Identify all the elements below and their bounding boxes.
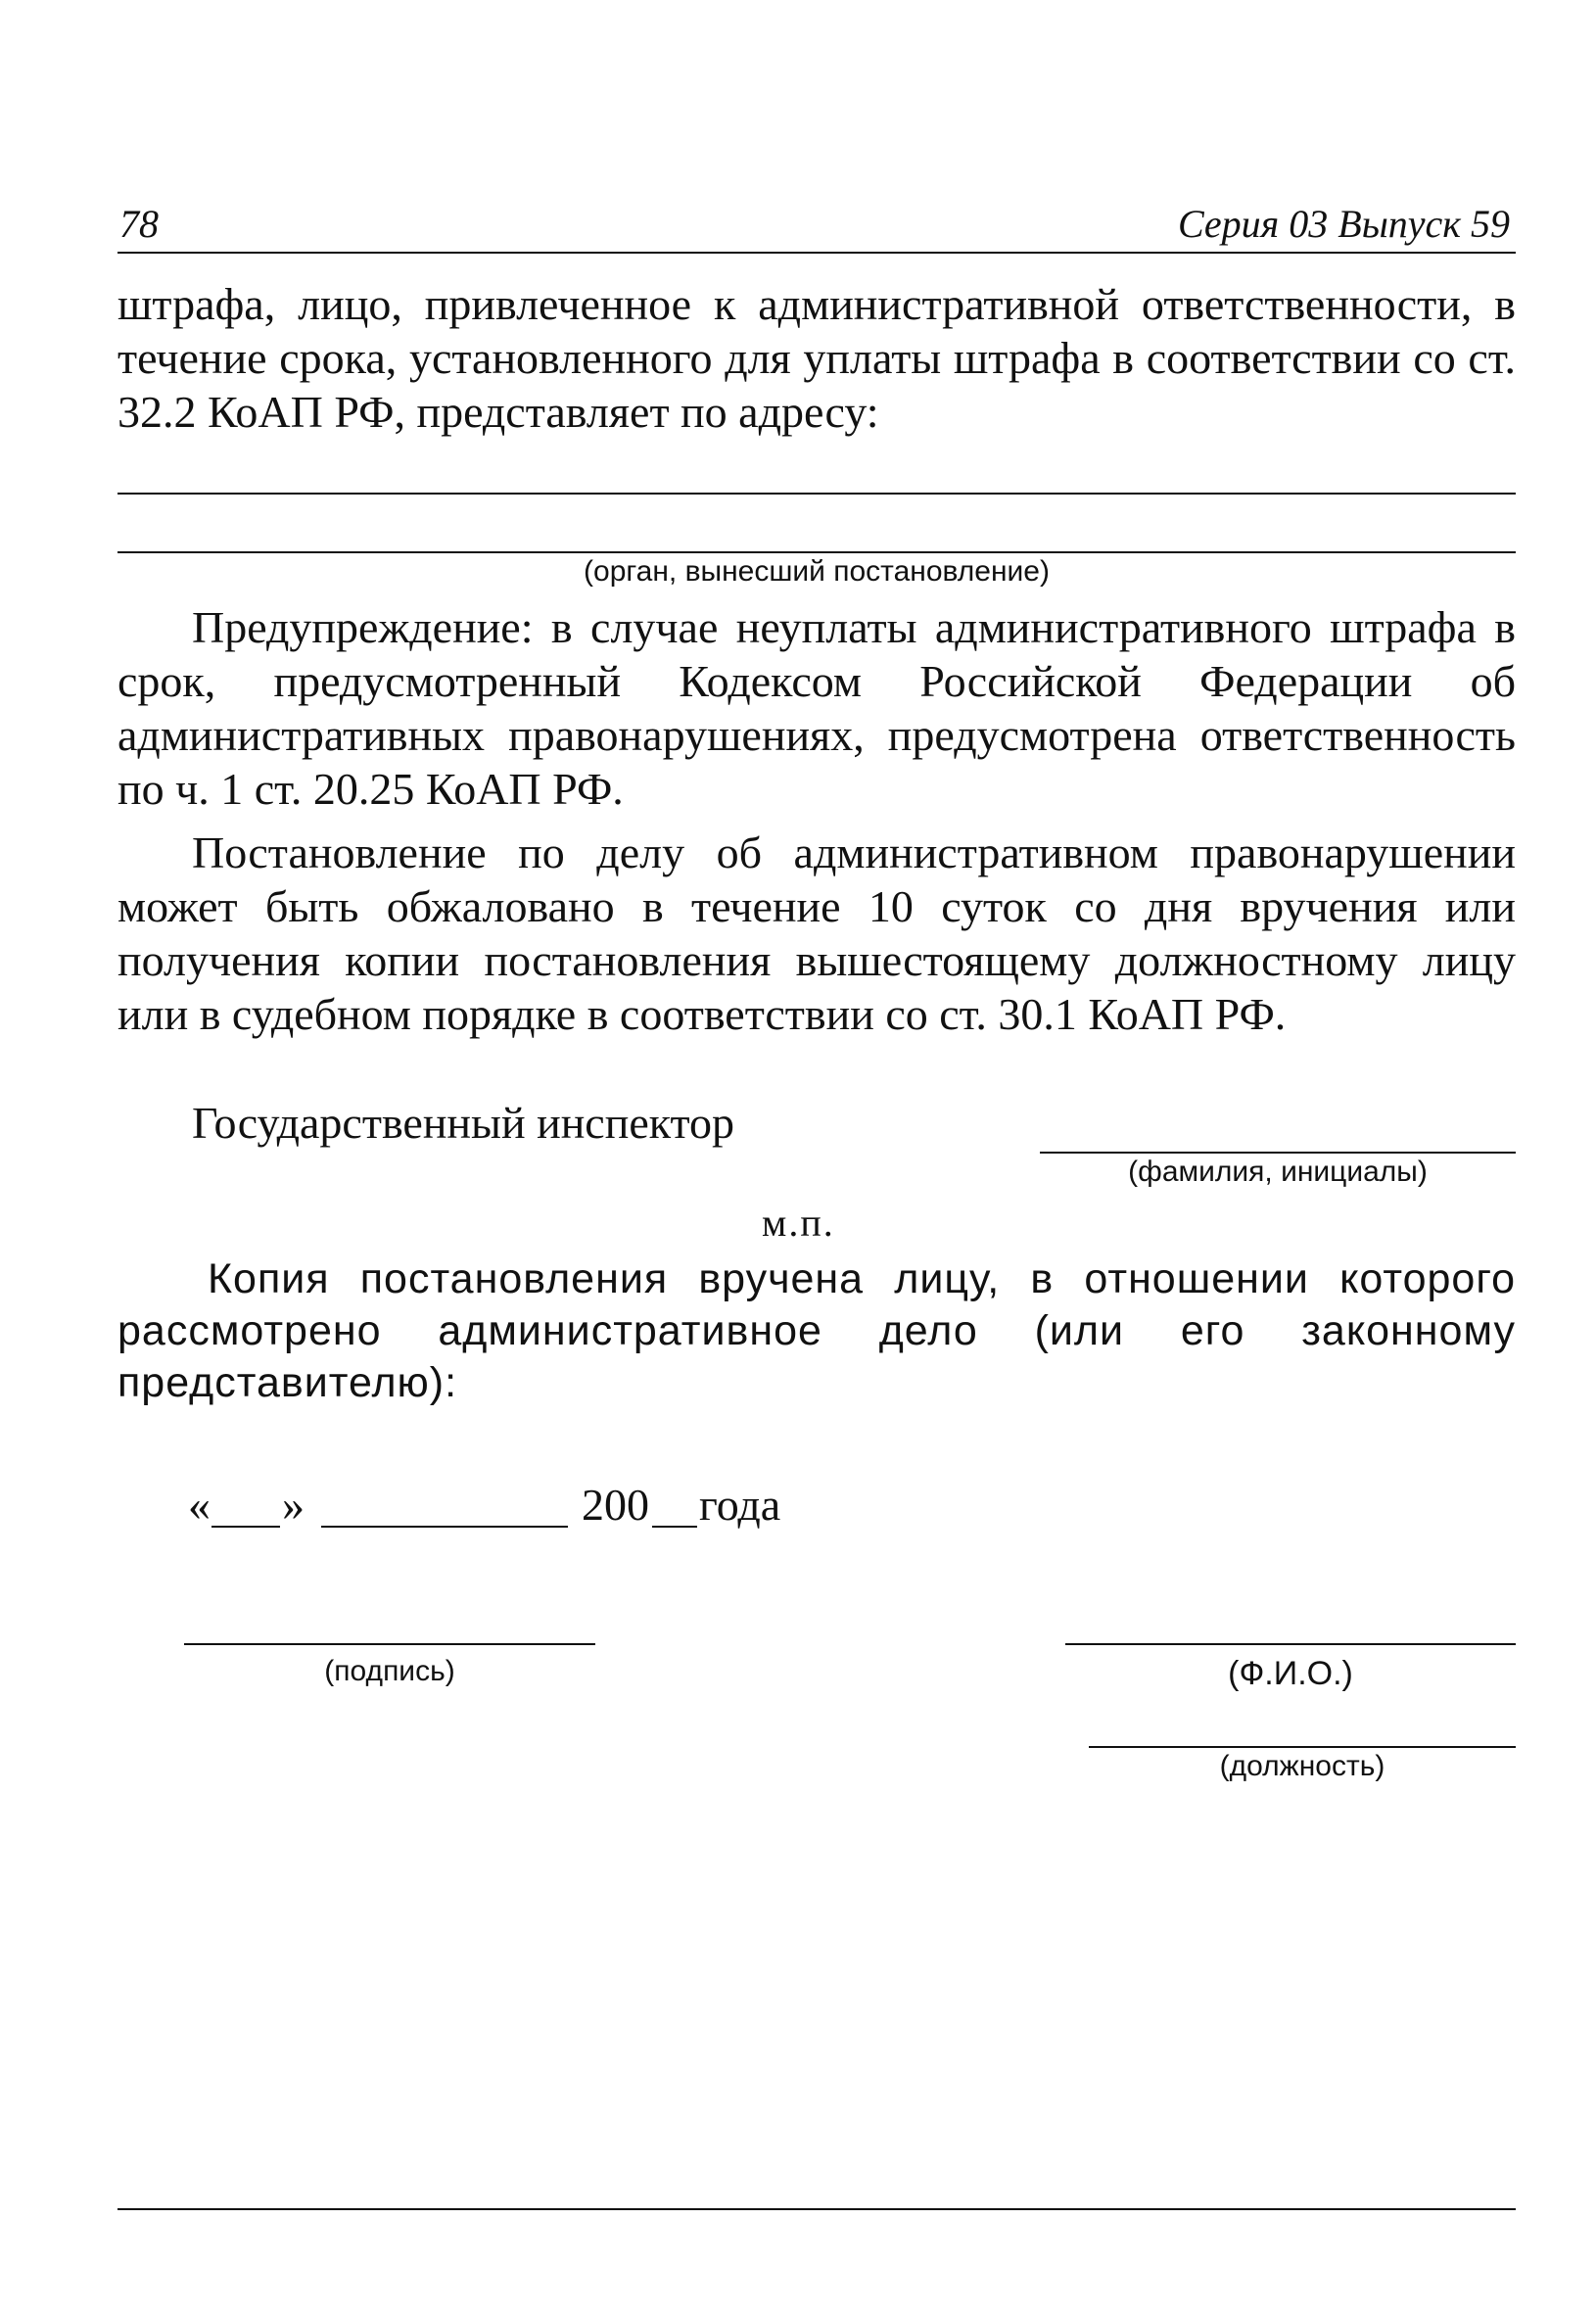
address-line-2 xyxy=(117,551,1516,553)
series-title: Серия 03 Выпуск 59 xyxy=(1177,202,1510,246)
inspector-name-line xyxy=(1040,1152,1516,1154)
warning-paragraph: Предупреждение: в случае неуплаты административного штрафа в срок, предусмотренный Кодексом Российской Федерации об административных правонарушениях, предусмотрена ответственность по ч. 1 ст. 20.25 КоАП РФ. xyxy=(117,602,1516,814)
authority-caption: (орган, вынесший постановление) xyxy=(584,555,1050,588)
intro-paragraph: штрафа, лицо, привлеченное к административной ответственности, в течение срока, установленного для уплаты штрафа в соответствии со ст. 32.2 КоАП РФ, представляет по адресу: xyxy=(117,279,1516,437)
signature-caption: (подпись) xyxy=(324,1655,455,1687)
page-header xyxy=(117,201,1516,254)
fio-line xyxy=(1065,1643,1516,1645)
appeal-paragraph: Постановление по делу об административном правонарушении может быть обжаловано в течение 10 суток со дня вручения или получения копии постановления вышестоящему должностному лицу или в судебном порядке в соответствии со ст. 30.1 КоАП РФ. xyxy=(117,827,1516,1039)
date-field xyxy=(188,1479,873,1537)
address-line-1 xyxy=(117,493,1516,495)
year-suffix: года xyxy=(699,1480,781,1530)
day-blank xyxy=(211,1526,280,1528)
signature-line xyxy=(184,1643,595,1645)
copy-delivery-paragraph: Копия постановления вручена лицу, в отношении которого рассмотрено административное дело (или его законному представителю): xyxy=(117,1255,1516,1406)
date-open-quote: « xyxy=(188,1480,211,1530)
stamp-mark: м.п. xyxy=(762,1201,835,1245)
name-caption: (фамилия, инициалы) xyxy=(1128,1156,1428,1188)
page-number: 78 xyxy=(119,202,159,246)
year-blank xyxy=(652,1526,697,1528)
fio-caption: (Ф.И.О.) xyxy=(1228,1655,1353,1692)
inspector-label: Государственный инспектор xyxy=(192,1098,734,1148)
date-close-quote: » xyxy=(282,1480,305,1530)
month-blank xyxy=(321,1526,568,1528)
position-caption: (должность) xyxy=(1219,1750,1385,1782)
page-bottom-rule xyxy=(117,2208,1516,2210)
year-prefix: 200 xyxy=(582,1480,649,1530)
position-line xyxy=(1089,1746,1516,1748)
